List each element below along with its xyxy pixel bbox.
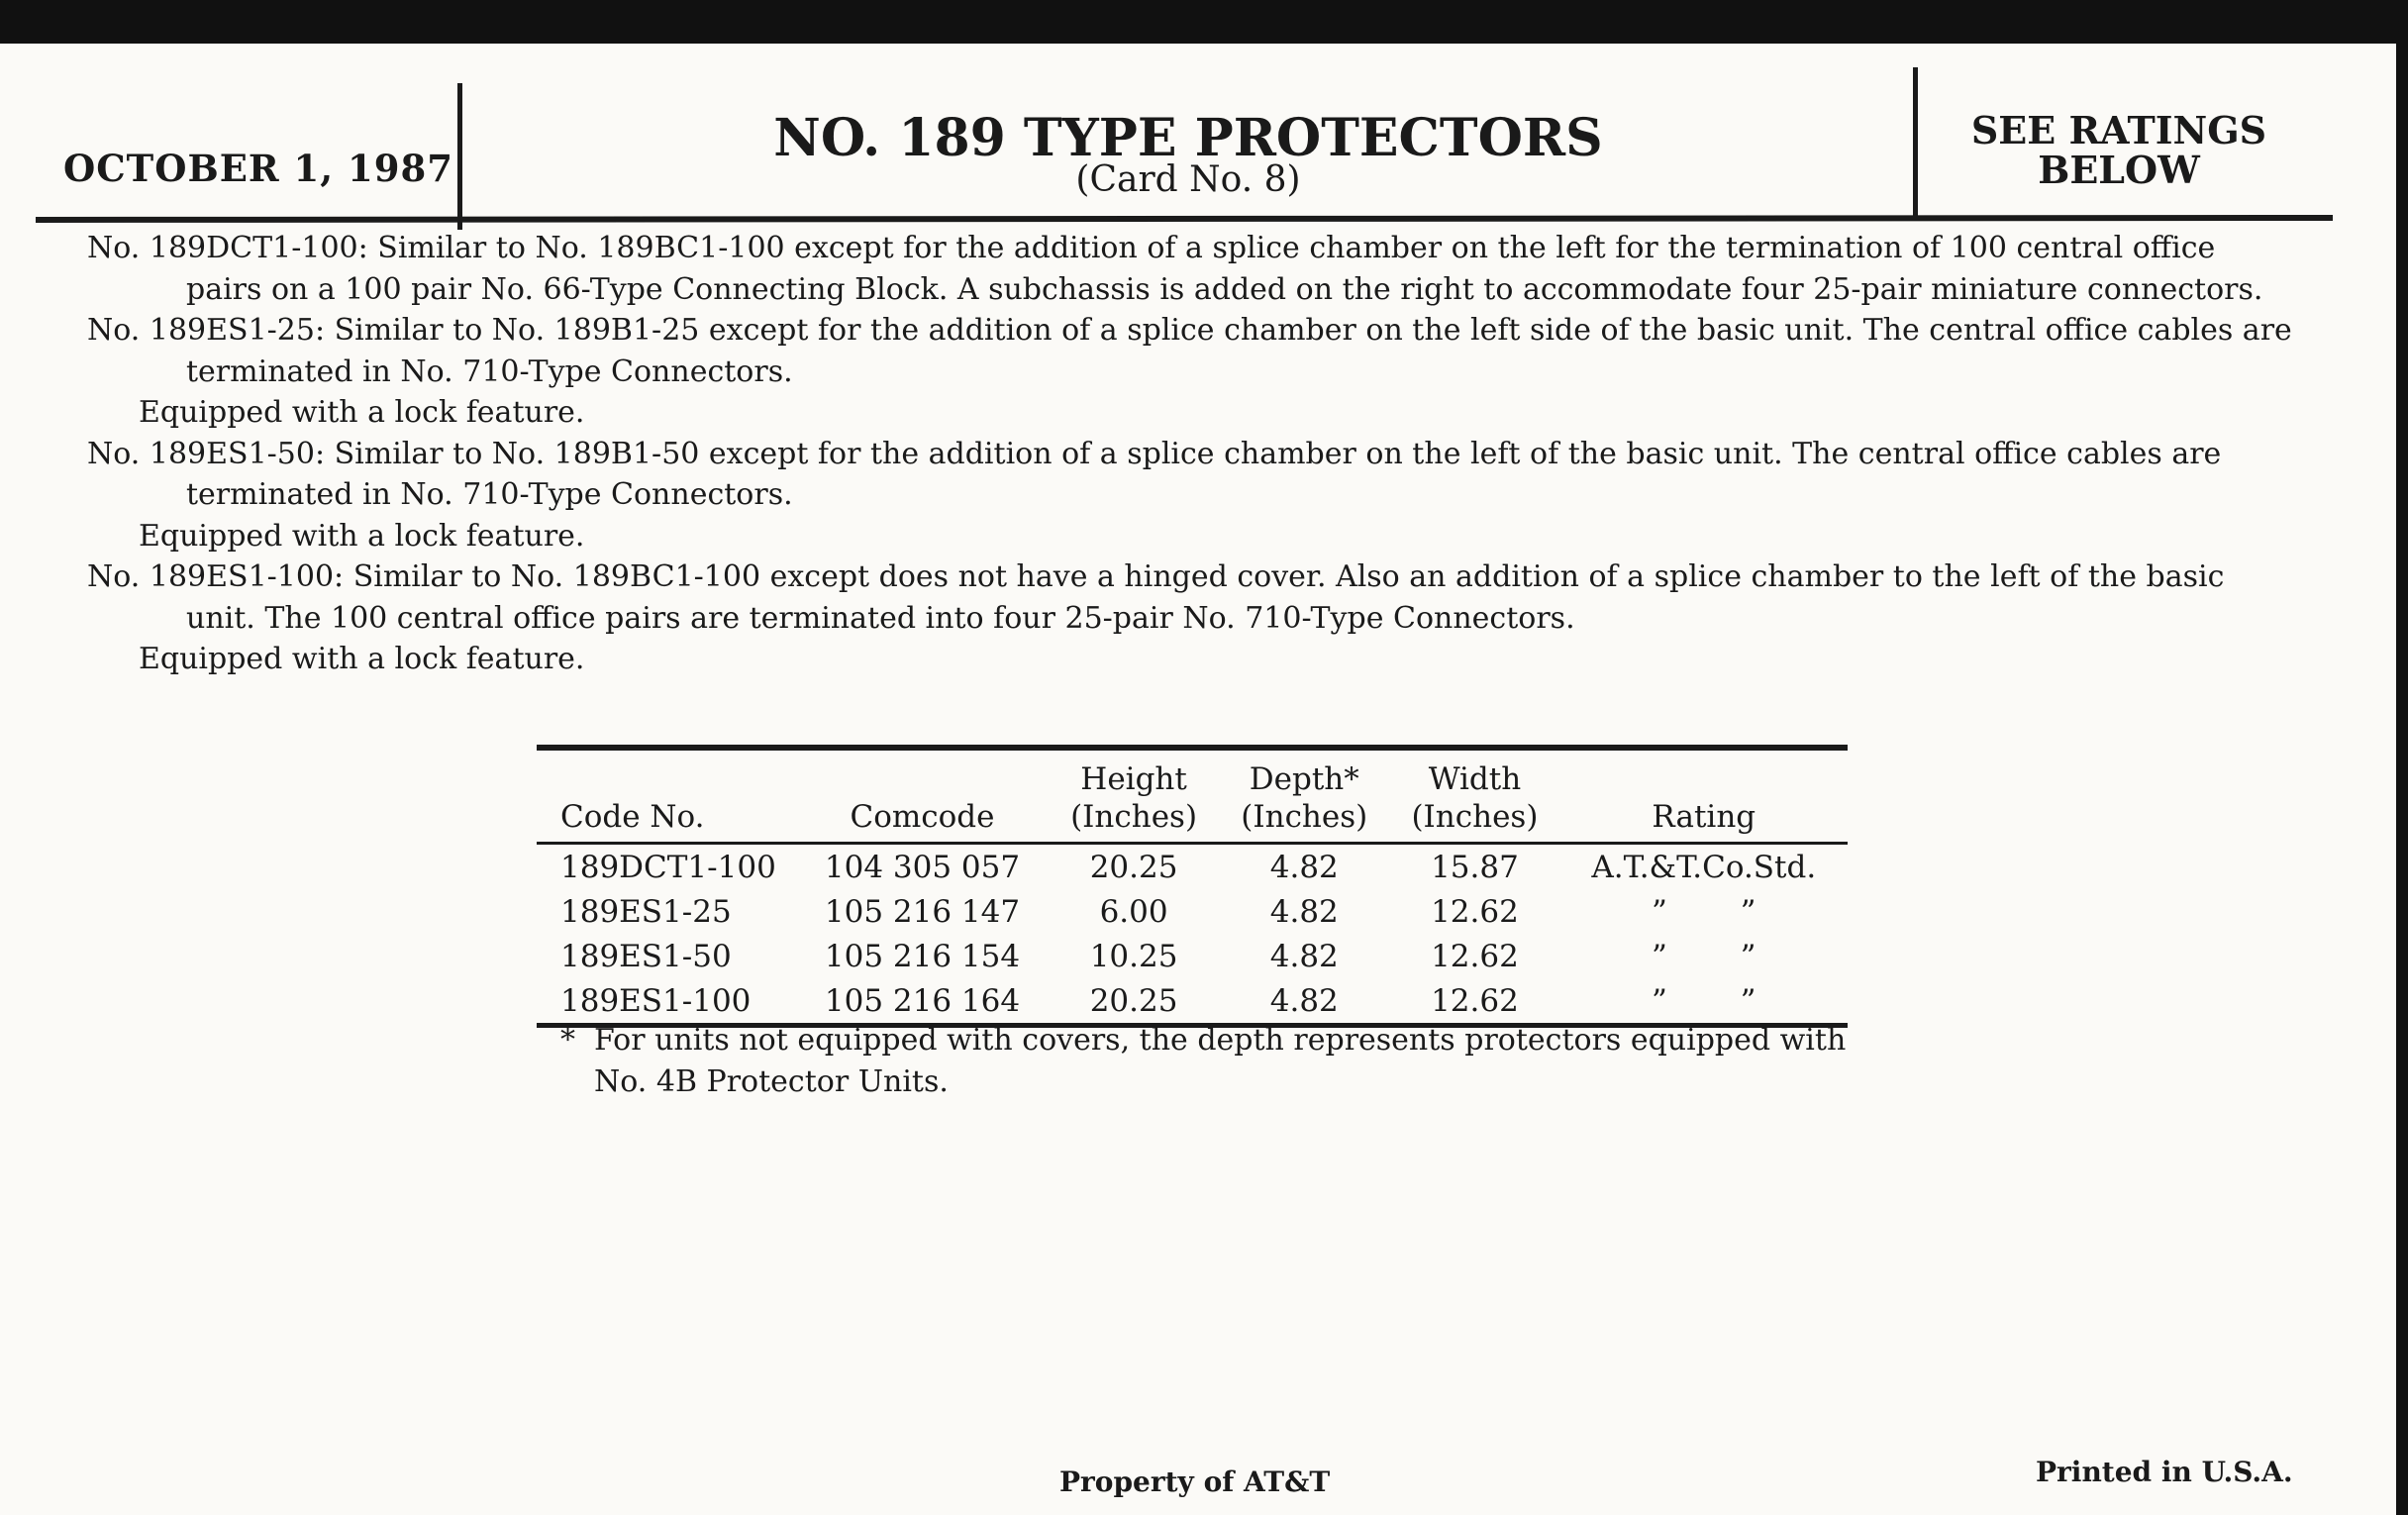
description-block (87, 228, 2295, 680)
footnote-line1 (560, 1020, 1848, 1061)
table-row (537, 844, 1848, 890)
col-code-header: Code No. (537, 748, 796, 844)
feature-note: Equipped with a lock feature. (139, 642, 585, 676)
page-title: NO. 189 TYPE PROTECTORS (773, 108, 1603, 168)
description-189es1-50: No. 189ES1-50: Similar to No. 189B1-50 except for the addition of a splice chamber on the left of the basic unit. The central office cables are terminated in No. 710-Type Connectors. (87, 436, 2222, 512)
cell-comcode: 105 216 147 (824, 894, 1021, 930)
header-date: OCTOBER 1, 1987 (63, 147, 454, 190)
specifications-table (537, 745, 1848, 1028)
cell-height: 20.25 (1089, 850, 1178, 885)
feature-note: Equipped with a lock feature. (139, 518, 585, 554)
cell-rating: ” ” (1651, 894, 1756, 930)
cell-rating: ” ” (1651, 983, 1756, 1019)
col-rating-header: Rating (1560, 748, 1848, 844)
col-comcode-header: Comcode (796, 748, 1049, 844)
cell-comcode: 104 305 057 (824, 850, 1021, 885)
description-189es1-100: No. 189ES1-100: Similar to No. 189BC1-100 except does not have a hinged cover. Also an addition of a splice chamber to the left of the basic unit. The 100 central office pairs are terminated into four 25-pair No. 710-Type Connectors. (87, 559, 2225, 636)
table-row (537, 978, 1848, 1026)
page-subtitle: (Card No. 8) (1075, 159, 1301, 200)
cell-rating: A.T.&T.Co.Std. (1591, 850, 1817, 885)
col-width-label: Width (1428, 761, 1522, 797)
cell-width: 12.62 (1431, 894, 1519, 930)
cell-height: 20.25 (1089, 983, 1178, 1019)
header-rating-line1: SEE RATINGS (1970, 108, 2267, 152)
col-height-unit: (Inches) (1070, 799, 1198, 835)
col-depth-header (1219, 748, 1389, 844)
header-divider-right (1913, 67, 1918, 218)
cell-rating: ” ” (1651, 939, 1756, 974)
scan-edge (2396, 0, 2408, 1515)
header-divider-left (457, 83, 462, 230)
cell-height: 6.00 (1099, 894, 1168, 930)
cell-depth: 4.82 (1269, 850, 1339, 885)
cell-depth: 4.82 (1269, 939, 1339, 974)
header-rating (1921, 108, 2317, 192)
footnote-marker: * (560, 1023, 575, 1058)
footnote-text: For units not equipped with covers, the depth represents protectors equipped with (594, 1023, 1847, 1058)
col-height-label: Height (1080, 761, 1187, 797)
table-row (537, 889, 1848, 934)
col-width-unit: (Inches) (1411, 799, 1539, 835)
col-depth-label: Depth* (1249, 761, 1359, 797)
header-rating-line2: BELOW (2038, 148, 2200, 192)
col-depth-unit: (Inches) (1241, 799, 1368, 835)
cell-depth: 4.82 (1269, 894, 1339, 930)
cell-width: 12.62 (1431, 939, 1519, 974)
cell-code: 189DCT1-100 (560, 850, 776, 885)
cell-code: 189ES1-100 (560, 983, 752, 1019)
cell-width: 15.87 (1431, 850, 1519, 885)
cell-comcode: 105 216 154 (824, 939, 1021, 974)
footnote-line2: No. 4B Protector Units. (594, 1064, 949, 1099)
cell-comcode: 105 216 164 (824, 983, 1021, 1019)
col-height-header (1049, 748, 1219, 844)
feature-note: Equipped with a lock feature. (139, 395, 585, 430)
cell-width: 12.62 (1431, 983, 1519, 1019)
cell-depth: 4.82 (1269, 983, 1339, 1019)
footer-property: Property of AT&T (1059, 1465, 1331, 1498)
cell-height: 10.25 (1089, 939, 1178, 974)
col-width-header (1389, 748, 1559, 844)
table-footnote (560, 1020, 1848, 1103)
footer-printed: Printed in U.S.A. (2036, 1456, 2293, 1488)
description-189dct1-100: No. 189DCT1-100: Similar to No. 189BC1-100 except for the addition of a splice chamber on the left for the termination of 100 central office pairs on a 100 pair No. 66-Type Connecting Block. A subchassis is added on the right to accommodate four 25-pair miniature connectors. (87, 231, 2263, 307)
table-row (537, 934, 1848, 978)
cell-code: 189ES1-50 (560, 939, 732, 974)
cell-code: 189ES1-25 (560, 894, 732, 930)
description-189es1-25: No. 189ES1-25: Similar to No. 189B1-25 except for the addition of a splice chamber on the left side of the basic unit. The central office cables are terminated in No. 710-Type Connectors. (87, 313, 2292, 389)
table-header-row (537, 748, 1848, 844)
